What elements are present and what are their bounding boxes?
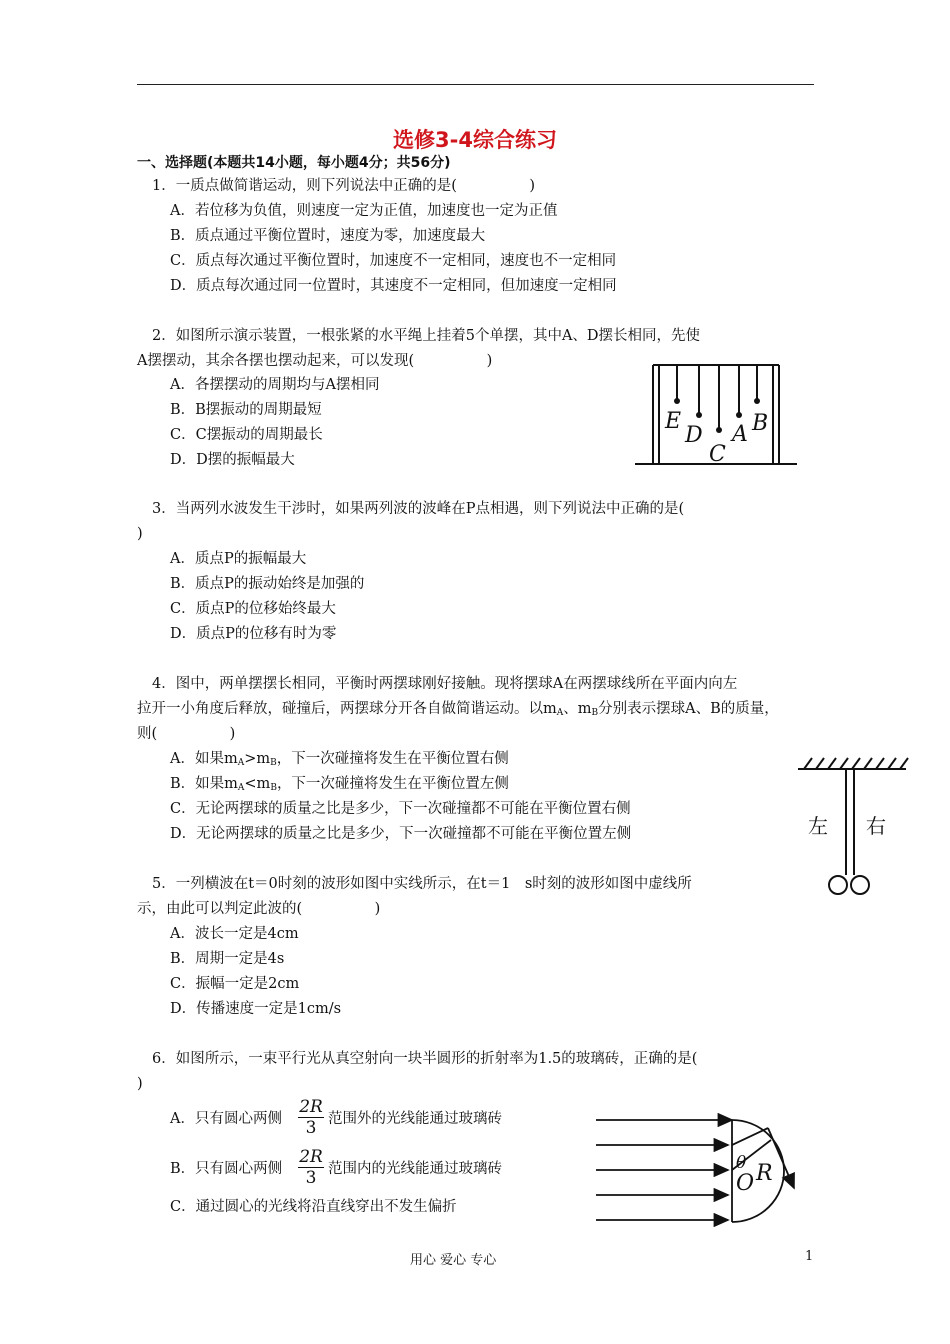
q2-option-a: A．各摆摆动的周期均与A摆相同 <box>170 377 380 393</box>
q4-stem-line2: 拉开一小角度后释放，碰撞后，两摆球分开各自做简谐运动。以$m_A$、$m_B$分别表示摆球A、B的质量， <box>137 701 779 718</box>
q3-stem-line2: ) <box>137 526 143 542</box>
q4-stem-line3: 则( ) <box>137 726 236 742</box>
q5-option-c: C．振幅一定是2cm <box>170 976 300 992</box>
label-o: O <box>736 1171 755 1196</box>
q5-option-a: A．波长一定是4cm <box>170 926 299 942</box>
q2-stem-line2: A摆摆动，其余各摆也摆动起来，可以发现( ) <box>137 353 493 369</box>
q6-stem-line1: 6．如图所示，一束平行光从真空射向一块半圆形的折射率为1.5的玻璃砖，正确的是( <box>152 1051 698 1067</box>
section-heading: 一、选择题(本题共14小题，每小题4分；共56分) <box>137 155 451 171</box>
q6-option-b-fraction: $\frac{2R}{3}$ <box>299 1147 323 1188</box>
q2-stem-line1: 2．如图所示演示装置，一根张紧的水平绳上挂着5个单摆，其中A、D摆长相同，先使 <box>152 328 701 344</box>
q2-option-d: D．D摆的振幅最大 <box>170 452 295 468</box>
page-number: 1 <box>805 1249 814 1264</box>
pendulum-frame-figure <box>635 360 795 470</box>
q4-option-a: A．如果$m_A>m_B$，下一次碰撞将发生在平衡位置右侧 <box>170 751 509 768</box>
q5-stem-line2: 示，由此可以判定此波的( ) <box>137 901 381 917</box>
label-b: B <box>752 411 769 436</box>
semicircle-glass-figure <box>596 1110 796 1230</box>
label-d: D <box>685 423 703 448</box>
q1-option-c: C．质点每次通过平衡位置时，加速度不一定相同，速度也不一定相同 <box>170 253 617 269</box>
q3-option-a: A．质点P的振幅最大 <box>170 551 307 567</box>
q4-option-d: D．无论两摆球的质量之比是多少，下一次碰撞都不可能在平衡位置左侧 <box>170 826 632 842</box>
label-r: R <box>756 1161 773 1186</box>
page-title: 选修3-4综合练习 <box>393 128 557 152</box>
q3-option-c: C．质点P的位移始终最大 <box>170 601 336 617</box>
q4-stem-line1: 4．图中，两单摆摆长相同，平衡时两摆球刚好接触。现将摆球A在两摆球线所在平面内向左 <box>152 676 738 692</box>
q6-option-a-fraction: $\frac{2R}{3}$ <box>299 1097 323 1138</box>
q6-option-b-pre: B．只有圆心两侧 <box>170 1161 283 1177</box>
q3-option-b: B．质点P的振动始终是加强的 <box>170 576 365 592</box>
label-e: E <box>665 409 682 434</box>
q5-stem-line1: 5．一列横波在t＝0时刻的波形如图中实线所示，在t＝1 s时刻的波形如图中虚线所 <box>152 876 692 892</box>
header-rule <box>137 84 814 85</box>
q5-option-b: B．周期一定是4s <box>170 951 285 967</box>
q4-option-b: B．如果$m_A<m_B$，下一次碰撞将发生在平衡位置左侧 <box>170 776 509 793</box>
q4-option-c: C．无论两摆球的质量之比是多少，下一次碰撞都不可能在平衡位置右侧 <box>170 801 631 817</box>
double-pendulum-figure <box>798 755 908 900</box>
q6-option-b-post: 范围内的光线能通过玻璃砖 <box>328 1161 502 1177</box>
q2-option-b: B．B摆振动的周期最短 <box>170 402 322 418</box>
q1-option-b: B．质点通过平衡位置时，速度为零，加速度最大 <box>170 228 486 244</box>
q6-stem-line2: ) <box>137 1076 143 1092</box>
q6-option-a-pre: A．只有圆心两侧 <box>170 1111 282 1127</box>
q1-stem: 1．一质点做简谐运动，则下列说法中正确的是( ) <box>152 178 536 194</box>
q6-option-a-post: 范围外的光线能通过玻璃砖 <box>328 1111 502 1127</box>
q1-option-a: A．若位移为负值，则速度一定为正值，加速度也一定为正值 <box>170 203 558 219</box>
page-footer: 用心 爱心 专心 <box>410 1253 497 1268</box>
q5-option-d: D．传播速度一定是1cm/s <box>170 1001 342 1017</box>
label-left: 左 <box>808 814 828 838</box>
label-theta: θ <box>736 1153 747 1173</box>
q3-stem-line1: 3．当两列水波发生干涉时，如果两列波的波峰在P点相遇，则下列说法中正确的是( <box>152 501 685 517</box>
label-a: A <box>732 422 748 447</box>
q6-option-c: C．通过圆心的光线将沿直线穿出不发生偏折 <box>170 1199 457 1215</box>
label-c: C <box>709 442 726 467</box>
q2-option-c: C．C摆振动的周期最长 <box>170 427 323 443</box>
label-right: 右 <box>866 814 886 838</box>
q1-option-d: D．质点每次通过同一位置时，其速度不一定相同，但加速度一定相同 <box>170 278 617 294</box>
q3-option-d: D．质点P的位移有时为零 <box>170 626 337 642</box>
